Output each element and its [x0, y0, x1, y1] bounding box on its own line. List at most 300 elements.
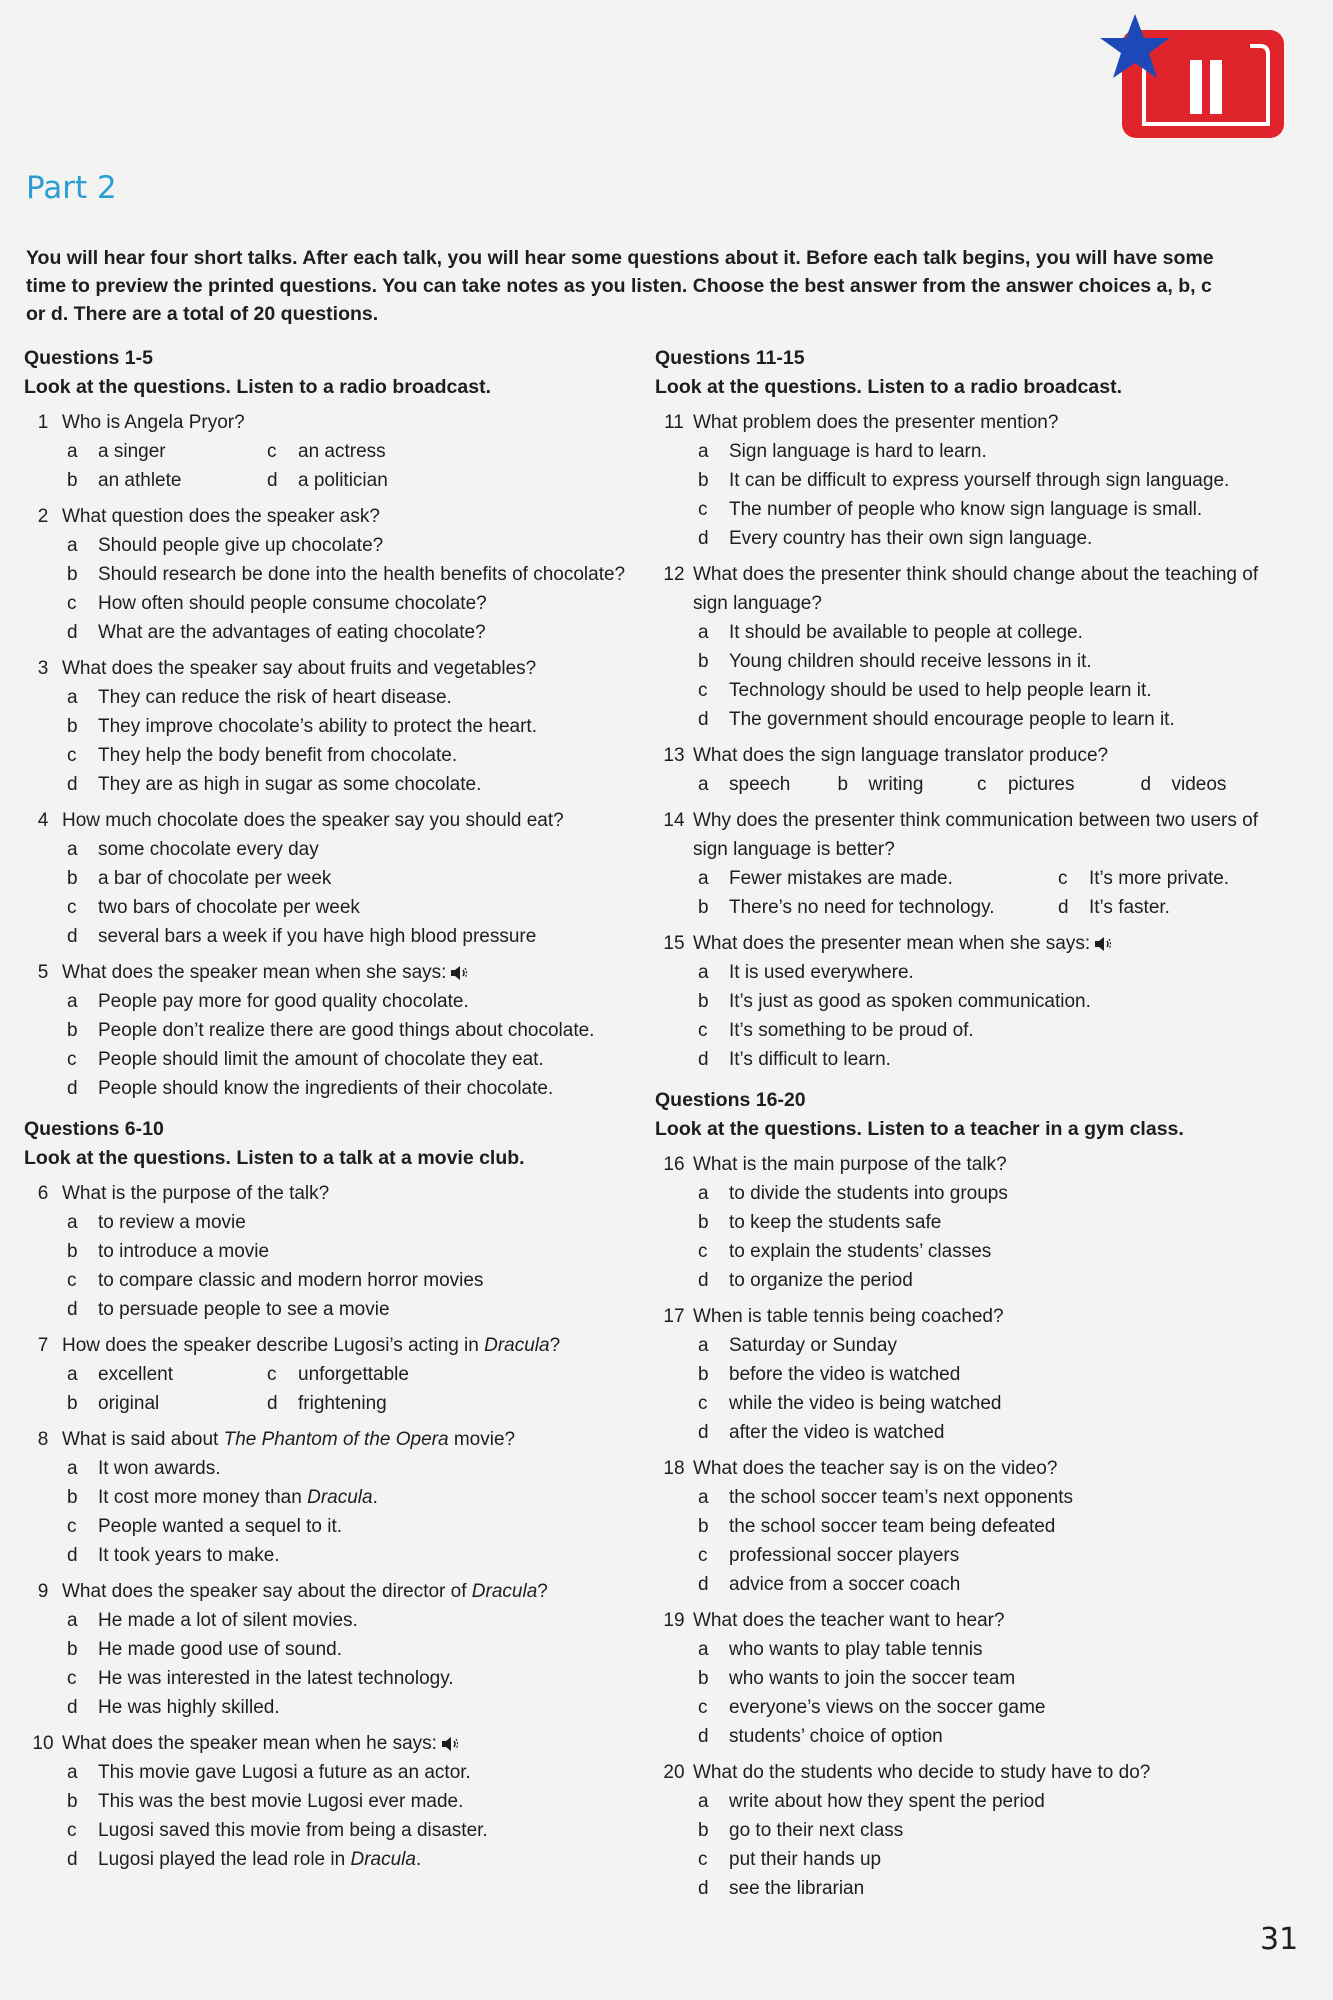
question-item	[655, 1606, 1275, 1751]
answer-options	[62, 437, 644, 495]
section-instruction: Look at the questions. Listen to a talk at a movie club.	[24, 1147, 525, 1169]
option-letter: a	[67, 535, 78, 556]
answer-option	[693, 1512, 1275, 1541]
answer-option	[693, 1874, 1275, 1903]
answer-option	[62, 1360, 262, 1389]
option-letter: c	[67, 1270, 77, 1291]
section-header	[655, 1086, 1275, 1144]
answer-option	[62, 1483, 644, 1512]
option-text: see the librarian	[729, 1878, 865, 1899]
answer-option	[693, 1483, 1275, 1512]
option-text: People don’t realize there are good things about chocolate.	[98, 1020, 595, 1041]
answer-option	[62, 893, 644, 922]
answer-option	[62, 1266, 644, 1295]
option-letter: b	[698, 1212, 709, 1233]
option-text: He was highly skilled.	[98, 1697, 280, 1718]
question-row	[655, 408, 1275, 437]
option-letter: d	[67, 1849, 78, 1870]
option-text: People should know the ingredients of their chocolate.	[98, 1078, 554, 1099]
question-row	[24, 806, 644, 835]
question-number: 8	[37, 1429, 49, 1450]
option-text: professional soccer players	[729, 1545, 960, 1566]
question-number: 4	[37, 810, 49, 831]
answer-option	[62, 1045, 644, 1074]
option-text: How often should people consume chocolate?	[98, 593, 487, 614]
answer-option	[62, 1606, 644, 1635]
answer-option	[62, 1512, 644, 1541]
answer-option	[693, 647, 1275, 676]
option-text: the school soccer team being defeated	[729, 1516, 1056, 1537]
option-letter: c	[698, 680, 708, 701]
option-letter: b	[698, 991, 709, 1012]
answer-option	[62, 1295, 644, 1324]
option-letter: a	[698, 622, 709, 643]
option-text: unforgettable	[298, 1364, 409, 1385]
option-text: to review a movie	[98, 1212, 246, 1233]
question-item	[24, 958, 644, 1103]
option-text: The number of people who know sign language is small.	[729, 499, 1203, 520]
option-text: everyone’s views on the soccer game	[729, 1697, 1046, 1718]
option-letter: d	[698, 528, 709, 549]
answer-options	[693, 864, 1275, 922]
answer-option	[62, 560, 644, 589]
option-text: It’s just as good as spoken communication.	[729, 991, 1091, 1012]
option-letter: a	[698, 1335, 709, 1356]
question-item	[24, 408, 644, 495]
section-header	[24, 1115, 644, 1173]
option-letter: d	[67, 774, 78, 795]
answer-option	[693, 1635, 1275, 1664]
option-text: He made a lot of silent movies.	[98, 1610, 358, 1631]
option-text: speech	[729, 774, 791, 795]
answer-option	[62, 1074, 644, 1103]
option-text: a politician	[298, 470, 388, 491]
option-text: They improve chocolate’s ability to protect the heart.	[98, 716, 537, 737]
option-text: after the video is watched	[729, 1422, 945, 1443]
answer-options	[693, 770, 1275, 799]
section-title: Questions 11-15	[655, 347, 805, 369]
answer-option	[693, 1016, 1275, 1045]
answer-option	[693, 1664, 1275, 1693]
option-letter: c	[67, 1049, 77, 1070]
answer-options	[62, 835, 644, 951]
answer-option	[62, 1693, 644, 1722]
question-row	[655, 560, 1275, 618]
question-item	[655, 1302, 1275, 1447]
option-text: advice from a soccer coach	[729, 1574, 961, 1595]
option-letter: b	[67, 1791, 78, 1812]
option-letter: d	[1058, 897, 1069, 918]
answer-options	[62, 683, 644, 799]
answer-option	[62, 1208, 644, 1237]
option-letter: c	[698, 1697, 708, 1718]
option-letter: d	[698, 709, 709, 730]
question-item	[655, 1454, 1275, 1599]
question-number: 13	[663, 745, 685, 766]
answer-option	[62, 1016, 644, 1045]
option-text: a bar of chocolate per week	[98, 868, 332, 889]
answer-option	[262, 466, 462, 495]
answer-option	[693, 1541, 1275, 1570]
section-header	[24, 344, 644, 402]
question-section	[24, 1115, 644, 1874]
question-text: What is the purpose of the talk?	[62, 1183, 330, 1204]
answer-options	[693, 1787, 1275, 1903]
right-column	[655, 344, 1275, 1910]
answer-options	[62, 1758, 644, 1874]
option-letter: d	[698, 1878, 709, 1899]
answer-option	[693, 1570, 1275, 1599]
option-text: write about how they spent the period	[729, 1791, 1045, 1812]
answer-option	[262, 437, 462, 466]
question-text: What does the speaker mean when she says:	[62, 958, 644, 987]
option-letter: a	[67, 839, 78, 860]
answer-option	[693, 1360, 1275, 1389]
option-text: excellent	[98, 1364, 173, 1385]
question-item	[655, 560, 1275, 734]
option-text: They help the body benefit from chocolate.	[98, 745, 458, 766]
answer-option	[1053, 893, 1263, 922]
question-item	[655, 1758, 1275, 1903]
option-letter: d	[67, 622, 78, 643]
question-item	[24, 502, 644, 647]
answer-options	[693, 958, 1275, 1074]
question-section	[24, 344, 644, 1103]
option-letter: a	[698, 962, 709, 983]
answer-option	[693, 618, 1275, 647]
question-number: 11	[664, 412, 684, 433]
answer-option	[693, 770, 832, 799]
answer-options	[62, 1208, 644, 1324]
answer-option	[262, 1360, 462, 1389]
option-text: the school soccer team’s next opponents	[729, 1487, 1073, 1508]
option-text: some chocolate every day	[98, 839, 319, 860]
option-letter: c	[67, 1516, 77, 1537]
question-item	[24, 1729, 644, 1874]
option-letter: b	[698, 1820, 709, 1841]
option-text: pictures	[1007, 774, 1075, 795]
option-text: while the video is being watched	[729, 1393, 1002, 1414]
answer-options	[693, 1331, 1275, 1447]
option-text: several bars a week if you have high blood pressure	[98, 926, 537, 947]
answer-option	[62, 922, 644, 951]
question-item	[24, 654, 644, 799]
answer-option	[62, 1816, 644, 1845]
question-item	[655, 929, 1275, 1074]
option-letter: c	[698, 499, 708, 520]
question-row	[24, 1577, 644, 1606]
option-text: Technology should be used to help people learn it.	[729, 680, 1152, 701]
question-text: What does the teacher want to hear?	[693, 1610, 1005, 1631]
option-letter: d	[267, 470, 278, 491]
answer-options	[62, 987, 644, 1103]
question-section	[655, 344, 1275, 1074]
question-item	[655, 408, 1275, 553]
option-text: original	[98, 1393, 160, 1414]
option-letter: b	[698, 1364, 709, 1385]
answer-option	[62, 437, 262, 466]
part-badge-logo	[1100, 12, 1290, 147]
option-letter: b	[698, 1668, 709, 1689]
option-text: Fewer mistakes are made.	[729, 868, 953, 889]
option-text: It’s more private.	[1089, 868, 1230, 889]
answer-option	[693, 1845, 1275, 1874]
question-text: Who is Angela Pryor?	[62, 412, 245, 433]
option-letter: d	[698, 1574, 709, 1595]
option-text: The government should encourage people to learn it.	[729, 709, 1175, 730]
answer-option	[693, 1045, 1275, 1074]
option-text: He was interested in the latest technology.	[98, 1668, 454, 1689]
option-letter: a	[698, 441, 709, 462]
option-text: Lugosi played the lead role in Dracula.	[98, 1849, 422, 1870]
option-text: Should people give up chocolate?	[98, 535, 384, 556]
answer-option	[693, 864, 1053, 893]
option-letter: b	[67, 716, 78, 737]
option-text: videos	[1171, 774, 1227, 795]
answer-options	[693, 437, 1275, 553]
answer-option	[693, 437, 1275, 466]
option-text: Every country has their own sign language.	[729, 528, 1093, 549]
answer-option	[62, 864, 644, 893]
instructions: You will hear four short talks. After each talk, you will hear some questions about it. Before each talk begins, you will have some time to preview the printed questions. You can take notes as you listen. Choose the best answer from the answer choices a, b, c or d. There are a total of 20 questions.	[26, 247, 1214, 325]
answer-option	[62, 531, 644, 560]
option-letter: d	[698, 1270, 709, 1291]
question-text: What does the teacher say is on the video?	[693, 1458, 1058, 1479]
option-text: two bars of chocolate per week	[98, 897, 360, 918]
answer-options	[62, 1454, 644, 1570]
answer-option	[693, 524, 1275, 553]
option-text: a singer	[98, 441, 166, 462]
option-text: This was the best movie Lugosi ever made.	[98, 1791, 464, 1812]
answer-option	[62, 987, 644, 1016]
answer-option	[62, 835, 644, 864]
question-number: 7	[37, 1335, 49, 1356]
answer-option	[693, 676, 1275, 705]
question-row	[655, 1150, 1275, 1179]
option-text: People should limit the amount of chocolate they eat.	[98, 1049, 544, 1070]
option-letter: c	[698, 1393, 708, 1414]
question-number: 20	[663, 1762, 685, 1783]
option-text: before the video is watched	[729, 1364, 961, 1385]
section-title: Questions 16-20	[655, 1089, 806, 1111]
option-letter: d	[698, 1049, 709, 1070]
question-text: What question does the speaker ask?	[62, 506, 380, 527]
answer-option	[693, 1418, 1275, 1447]
question-text: What do the students who decide to study have to do?	[693, 1762, 1151, 1783]
section-header	[655, 344, 1275, 402]
question-text: How much chocolate does the speaker say you should eat?	[62, 810, 564, 831]
audio-speaker-icon	[450, 965, 468, 981]
option-letter: c	[698, 1849, 708, 1870]
option-letter: d	[67, 1299, 78, 1320]
answer-option	[693, 1208, 1275, 1237]
option-text: People wanted a sequel to it.	[98, 1516, 343, 1537]
left-column	[24, 344, 644, 1881]
answer-option	[693, 1389, 1275, 1418]
option-letter: c	[67, 745, 77, 766]
audio-speaker-icon	[1094, 936, 1112, 952]
answer-option	[1053, 864, 1263, 893]
option-letter: d	[67, 1697, 78, 1718]
answer-option	[693, 466, 1275, 495]
option-text: It’s something to be proud of.	[729, 1020, 974, 1041]
question-item	[655, 741, 1275, 799]
option-letter: a	[67, 1212, 78, 1233]
question-row	[655, 1758, 1275, 1787]
question-row	[24, 958, 644, 987]
option-text: This movie gave Lugosi a future as an actor.	[98, 1762, 471, 1783]
answer-options	[693, 618, 1275, 734]
question-item	[655, 1150, 1275, 1295]
audio-speaker-icon	[441, 1736, 459, 1752]
option-text: an actress	[298, 441, 386, 462]
answer-option	[62, 1787, 644, 1816]
answer-options	[693, 1483, 1275, 1599]
option-letter: d	[67, 926, 78, 947]
option-letter: d	[67, 1545, 78, 1566]
option-text: frightening	[298, 1393, 387, 1414]
question-number: 5	[37, 962, 49, 983]
option-text: It took years to make.	[98, 1545, 280, 1566]
option-text: who wants to play table tennis	[729, 1639, 983, 1660]
option-letter: c	[976, 774, 987, 795]
option-text: to divide the students into groups	[729, 1183, 1008, 1204]
question-row	[24, 654, 644, 683]
option-letter: c	[698, 1020, 708, 1041]
answer-option	[62, 466, 262, 495]
option-letter: a	[698, 868, 709, 889]
option-letter: c	[698, 1241, 708, 1262]
option-text: to organize the period	[729, 1270, 913, 1291]
option-text: Sign language is hard to learn.	[729, 441, 987, 462]
option-letter: a	[698, 1639, 709, 1660]
question-text: What does the speaker mean when he says:	[62, 1729, 644, 1758]
option-text: It won awards.	[98, 1458, 221, 1479]
option-letter: a	[67, 441, 78, 462]
option-text: It should be available to people at college.	[729, 622, 1083, 643]
question-text: What does the presenter think should change about the teaching of sign language?	[693, 564, 1259, 614]
option-letter: b	[67, 470, 78, 491]
answer-option	[62, 1635, 644, 1664]
option-text: There’s no need for technology.	[729, 897, 995, 918]
option-letter: a	[67, 1610, 78, 1631]
question-item	[24, 806, 644, 951]
answer-option	[62, 683, 644, 712]
answer-option	[62, 1758, 644, 1787]
option-letter: c	[698, 1545, 708, 1566]
answer-option	[262, 1389, 462, 1418]
option-letter: c	[67, 897, 77, 918]
question-row	[655, 929, 1275, 958]
answer-option	[62, 741, 644, 770]
question-row	[655, 1606, 1275, 1635]
option-letter: b	[67, 1639, 78, 1660]
question-text: What does the speaker say about the director of Dracula?	[62, 1581, 548, 1602]
question-row	[24, 1425, 644, 1454]
option-text: to explain the students’ classes	[729, 1241, 992, 1262]
option-letter: a	[67, 1762, 78, 1783]
option-text: to compare classic and modern horror movies	[98, 1270, 484, 1291]
answer-option	[693, 1237, 1275, 1266]
question-number: 18	[663, 1458, 685, 1479]
option-text: who wants to join the soccer team	[729, 1668, 1016, 1689]
option-letter: c	[267, 1364, 277, 1385]
answer-option	[62, 712, 644, 741]
answer-option	[62, 1389, 262, 1418]
answer-option	[693, 1816, 1275, 1845]
section-instruction: Look at the questions. Listen to a teacher in a gym class.	[655, 1118, 1184, 1140]
option-letter: c	[67, 1820, 77, 1841]
answer-option	[62, 618, 644, 647]
question-item	[655, 806, 1275, 922]
option-letter: b	[698, 470, 709, 491]
question-number: 16	[663, 1154, 685, 1175]
question-text: What does the speaker say about fruits and vegetables?	[62, 658, 537, 679]
question-row	[655, 1454, 1275, 1483]
answer-option	[62, 770, 644, 799]
question-row	[655, 806, 1275, 864]
option-text: an athlete	[98, 470, 182, 491]
part-title: Part 2	[26, 170, 117, 206]
option-text: Should research be done into the health benefits of chocolate?	[98, 564, 626, 585]
question-section	[655, 1086, 1275, 1903]
option-letter: b	[698, 651, 709, 672]
answer-option	[693, 958, 1275, 987]
option-text: writing	[868, 774, 924, 795]
answer-option	[62, 1454, 644, 1483]
option-letter: d	[1140, 774, 1152, 795]
answer-option	[62, 1664, 644, 1693]
option-letter: a	[67, 1364, 78, 1385]
section-title: Questions 1-5	[24, 347, 153, 369]
question-row	[24, 408, 644, 437]
option-letter: b	[67, 564, 78, 585]
answer-option	[693, 1693, 1275, 1722]
question-item	[24, 1577, 644, 1722]
option-text: It’s faster.	[1089, 897, 1170, 918]
option-letter: a	[67, 687, 78, 708]
option-text: to introduce a movie	[98, 1241, 270, 1262]
answer-options	[62, 1360, 644, 1418]
question-number: 1	[37, 412, 49, 433]
option-text: It is used everywhere.	[729, 962, 914, 983]
option-text: It can be difficult to express yourself through sign language.	[729, 470, 1230, 491]
option-text: go to their next class	[729, 1820, 904, 1841]
answer-option	[693, 1266, 1275, 1295]
option-text: Lugosi saved this movie from being a disaster.	[98, 1820, 488, 1841]
question-text: What is said about The Phantom of the Opera movie?	[62, 1429, 516, 1450]
option-letter: c	[67, 593, 77, 614]
option-text: students’ choice of option	[729, 1726, 943, 1747]
answer-option	[972, 770, 1136, 799]
question-item	[24, 1179, 644, 1324]
question-number: 3	[37, 658, 49, 679]
question-row	[24, 1179, 644, 1208]
answer-option	[693, 893, 1053, 922]
option-letter: b	[67, 1241, 78, 1262]
option-text: He made good use of sound.	[98, 1639, 343, 1660]
answer-option	[693, 495, 1275, 524]
option-text: They can reduce the risk of heart disease.	[98, 687, 452, 708]
option-text: It’s difficult to learn.	[729, 1049, 891, 1070]
option-letter: a	[67, 1458, 78, 1479]
option-letter: a	[698, 1791, 709, 1812]
answer-options	[693, 1635, 1275, 1751]
question-text: What problem does the presenter mention?	[693, 412, 1059, 433]
option-letter: a	[698, 774, 709, 795]
question-row	[655, 1302, 1275, 1331]
answer-option	[62, 1845, 644, 1874]
